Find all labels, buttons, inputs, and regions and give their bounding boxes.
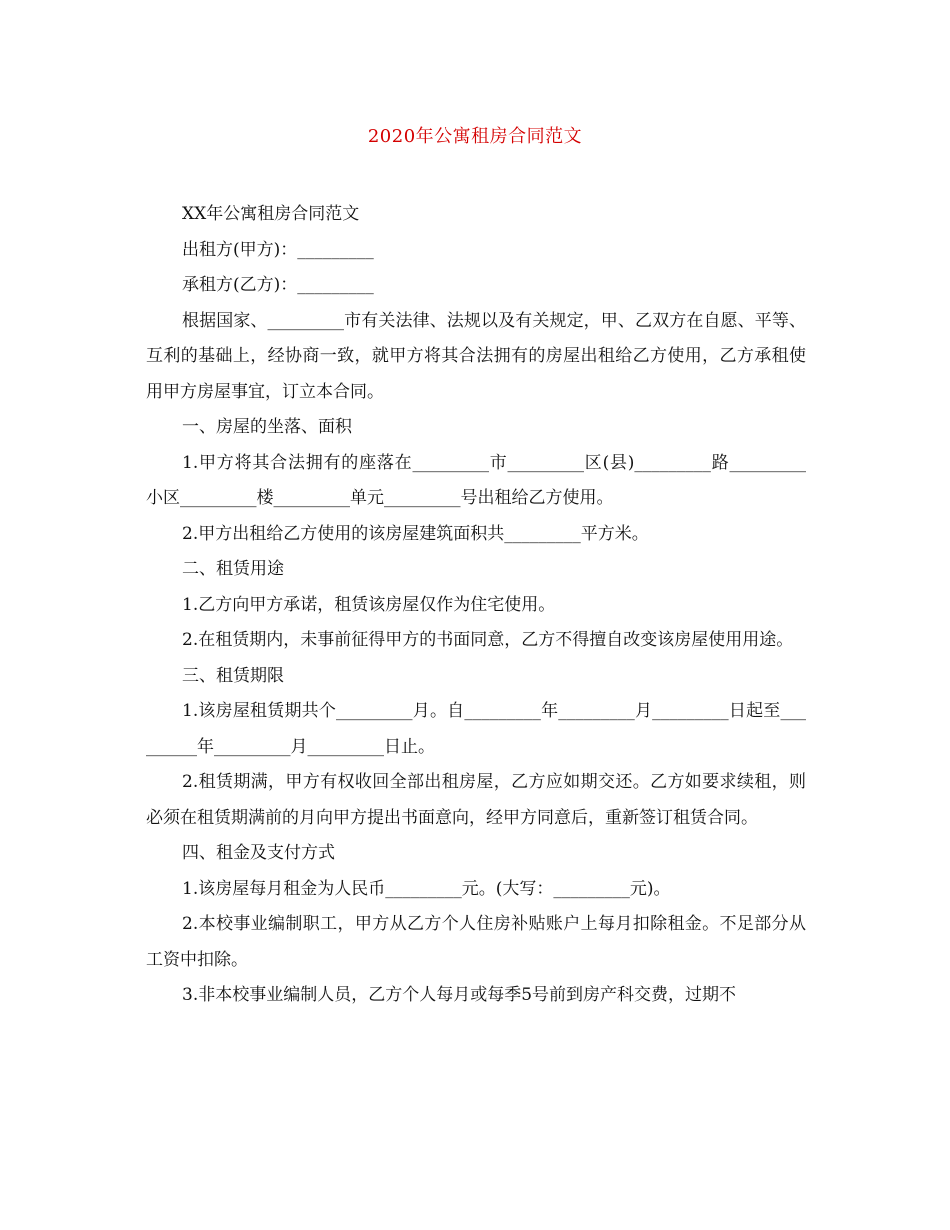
document-title: 2020年公寓租房合同范文 [367,126,583,147]
document-body [146,197,806,1014]
section-heading-lease-term: 三、租赁期限 [182,665,284,686]
lessee-line: 承租方(乙方)：_________ [182,275,374,295]
clause-2-1: 1.乙方向甲方承诺，租赁该房屋仅作为住宅使用。 [182,594,556,615]
lessor-line: 出租方(甲方)：_________ [182,239,374,260]
preamble-paragraph: 根据国家、_________市有关法律、法规以及有关规定，甲、乙双方在自愿、平等、互利的基础上，经协商一致，就甲方将其合法拥有的房屋出租给乙方使用，乙方承租使用甲方房屋事宜，订立本合同。 [146,310,806,402]
clause-1-1: 1.甲方将其合法拥有的座落在_________市_________区(县)_________路_________小区_________楼_________单元_________号出租给乙方使用。 [146,452,806,508]
clause-4-1: 1.该房屋每月租金为人民币_________元。(大写：_________元)。 [182,878,671,899]
clause-2-2: 2.在租赁期内，未事前征得甲方的书面同意，乙方不得擅自改变该房屋使用用途。 [182,630,794,650]
clause-4-2: 2.本校事业编制职工，甲方从乙方个人住房补贴账户上每月扣除租金。不足部分从工资中扣除。 [146,914,806,970]
clause-3-1: 1.该房屋租赁期共个_________月。自_________年_________月_________日起至_________年_________月_________日止。 [146,701,806,757]
section-heading-rent-payment: 四、租金及支付方式 [182,843,335,863]
document-subtitle: XX年公寓租房合同范文 [182,204,360,224]
clause-4-3: 3.非本校事业编制人员，乙方个人每月或每季5号前到房产科交费，过期不 [182,985,737,1005]
section-heading-lease-purpose: 二、租赁用途 [182,559,284,579]
clause-1-2: 2.甲方出租给乙方使用的该房屋建筑面积共_________平方米。 [182,523,649,544]
clause-3-2: 2.租赁期满，甲方有权收回全部出租房屋，乙方应如期交还。乙方如要求续租，则必须在租赁期满前的月向甲方提出书面意向，经甲方同意后，重新签订租赁合同。 [146,772,806,828]
section-heading-location-area: 一、房屋的坐落、面积 [182,417,352,437]
